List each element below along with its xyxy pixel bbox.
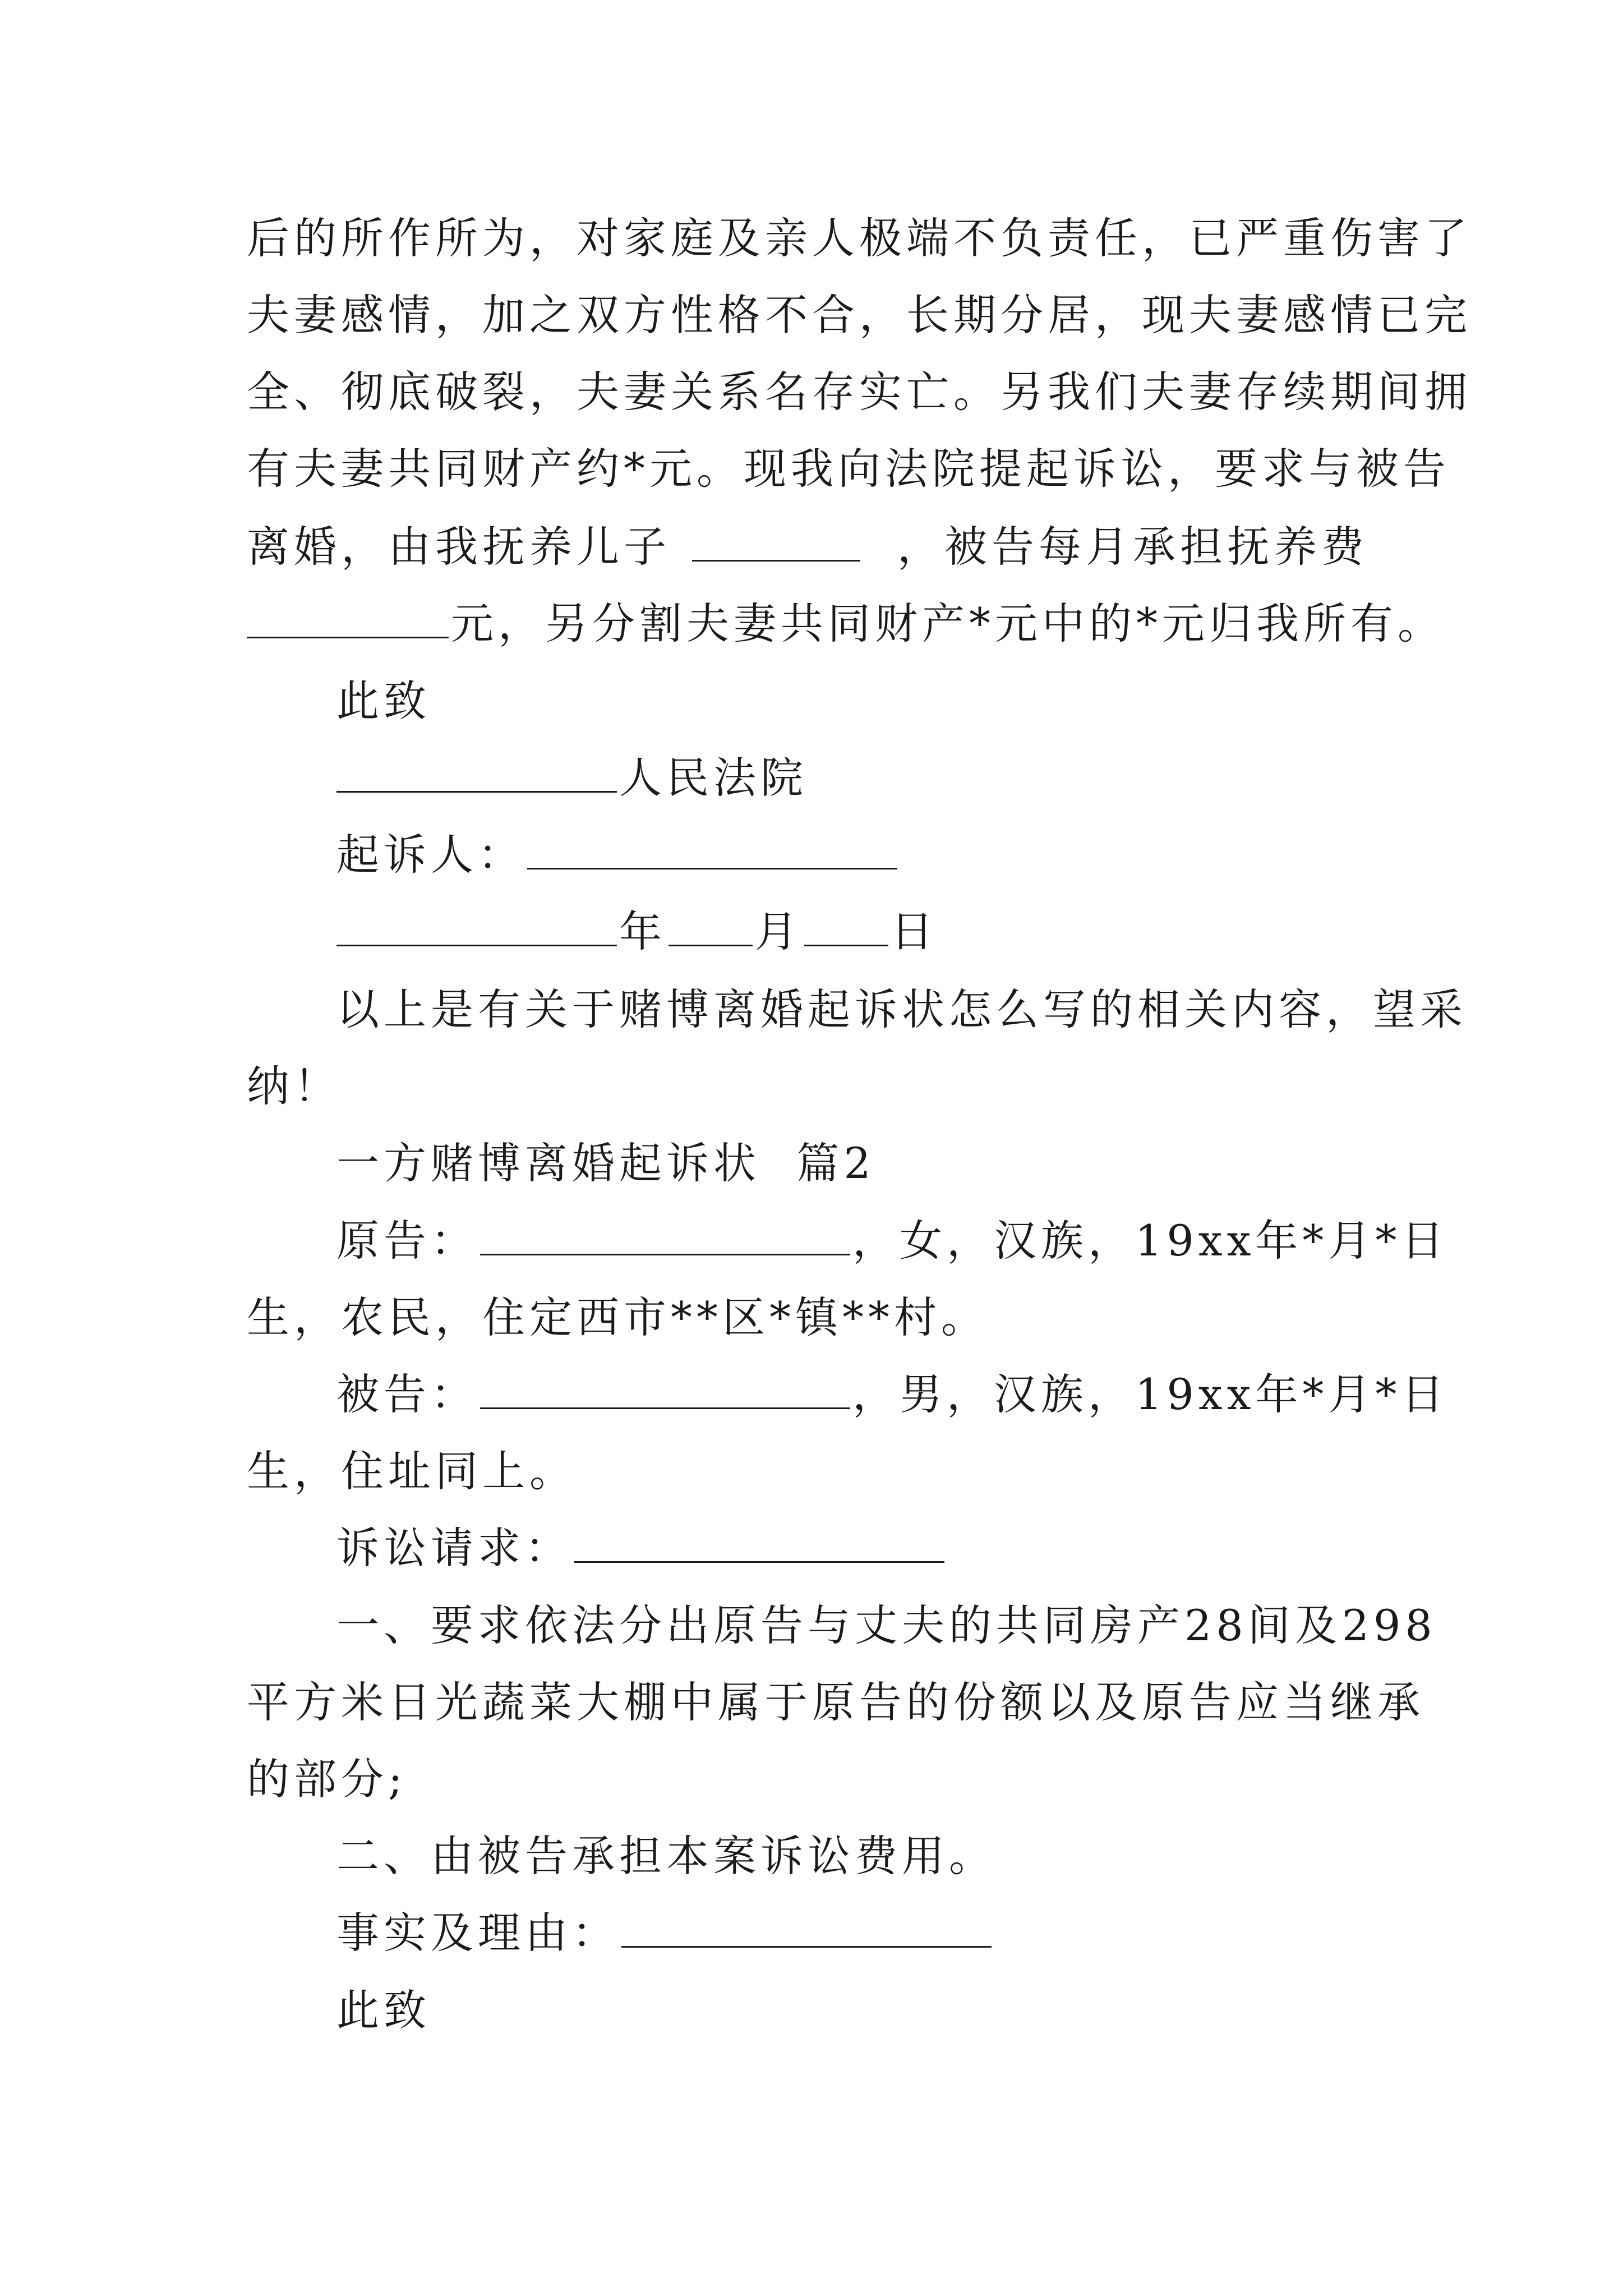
plaintiff-line bbox=[336, 1213, 1448, 1269]
paragraph-line bbox=[897, 519, 1368, 575]
paragraph-line: 生，农民，住定西市**区*镇**村。 bbox=[247, 1292, 988, 1342]
fill-in-blank bbox=[336, 755, 617, 793]
paragraph-line: 全、彻底破裂，夫妻关系名存实亡。另我们夫妻存续期间拥 bbox=[247, 367, 1472, 417]
text-run: ，被告每月承担抚养费 bbox=[897, 522, 1368, 572]
fill-in-blank bbox=[527, 832, 897, 869]
fill-in-blank bbox=[621, 1910, 992, 1948]
text-run: 起诉人： bbox=[336, 830, 525, 880]
text-run: ，女，汉族，19xx年*月*日 bbox=[852, 1216, 1449, 1266]
section-title: 一方赌博离婚起诉状 篇2 bbox=[336, 1138, 875, 1188]
fill-in-blank bbox=[480, 1372, 850, 1409]
fill-in-blank bbox=[668, 909, 753, 946]
text-run: 人民法院 bbox=[619, 753, 808, 803]
fill-in-blank bbox=[692, 524, 860, 562]
text-run: 诉讼请求： bbox=[336, 1523, 572, 1573]
paragraph-line: 后的所作所为，对家庭及亲人极端不负责任，已严重伤害了 bbox=[247, 213, 1472, 263]
closing-greeting: 此致 bbox=[336, 676, 431, 726]
paragraph-line: 一、要求依法分出原告与丈夫的共同房产28间及298 bbox=[336, 1600, 1437, 1650]
paragraph-line bbox=[247, 519, 671, 575]
text-run: 离婚，由我抚养儿子 bbox=[247, 522, 671, 572]
fill-in-blank bbox=[574, 1525, 944, 1563]
court-line bbox=[336, 750, 808, 806]
paragraph-line: 纳！ bbox=[247, 1061, 341, 1111]
claims-heading bbox=[336, 1520, 947, 1576]
text-run: 事实及理由： bbox=[336, 1908, 619, 1958]
plaintiff-signature-line bbox=[336, 827, 900, 883]
closing-greeting: 此致 bbox=[336, 1985, 431, 2035]
text-run: ，男，汉族，19xx年*月*日 bbox=[852, 1369, 1449, 1419]
blank-field bbox=[690, 519, 869, 575]
fill-in-blank bbox=[336, 909, 617, 946]
text-run: 元，另分割夫妻共同财产*元中的*元归我所有。 bbox=[451, 599, 1445, 648]
paragraph-line bbox=[247, 596, 1445, 652]
text-run: 年 bbox=[619, 907, 666, 956]
paragraph-line: 以上是有关于赌博离婚起诉状怎么写的相关内容，望采 bbox=[336, 984, 1467, 1034]
text-run: 原告： bbox=[336, 1216, 478, 1266]
paragraph-line: 的部分; bbox=[247, 1754, 407, 1804]
text-run: 月 bbox=[755, 907, 802, 956]
paragraph-line: 生，住址同上。 bbox=[247, 1446, 577, 1496]
defendant-line bbox=[336, 1366, 1448, 1423]
text-run: 日 bbox=[891, 907, 938, 956]
paragraph-line: 平方米日光蔬菜大棚中属于原告的份额以及原告应当继承 bbox=[247, 1677, 1424, 1727]
paragraph-line: 二、由被告承担本案诉讼费用。 bbox=[336, 1831, 996, 1881]
fill-in-blank bbox=[480, 1218, 850, 1255]
fill-in-blank bbox=[247, 601, 449, 638]
date-line bbox=[336, 904, 938, 960]
paragraph-line: 夫妻感情，加之双方性格不合，长期分居，现夫妻感情已完 bbox=[247, 290, 1472, 340]
paragraph-line: 有夫妻共同财产约*元。现我向法院提起诉讼，要求与被告 bbox=[247, 444, 1450, 494]
facts-heading bbox=[336, 1905, 994, 1961]
text-run: 被告： bbox=[336, 1369, 478, 1419]
fill-in-blank bbox=[804, 909, 888, 946]
